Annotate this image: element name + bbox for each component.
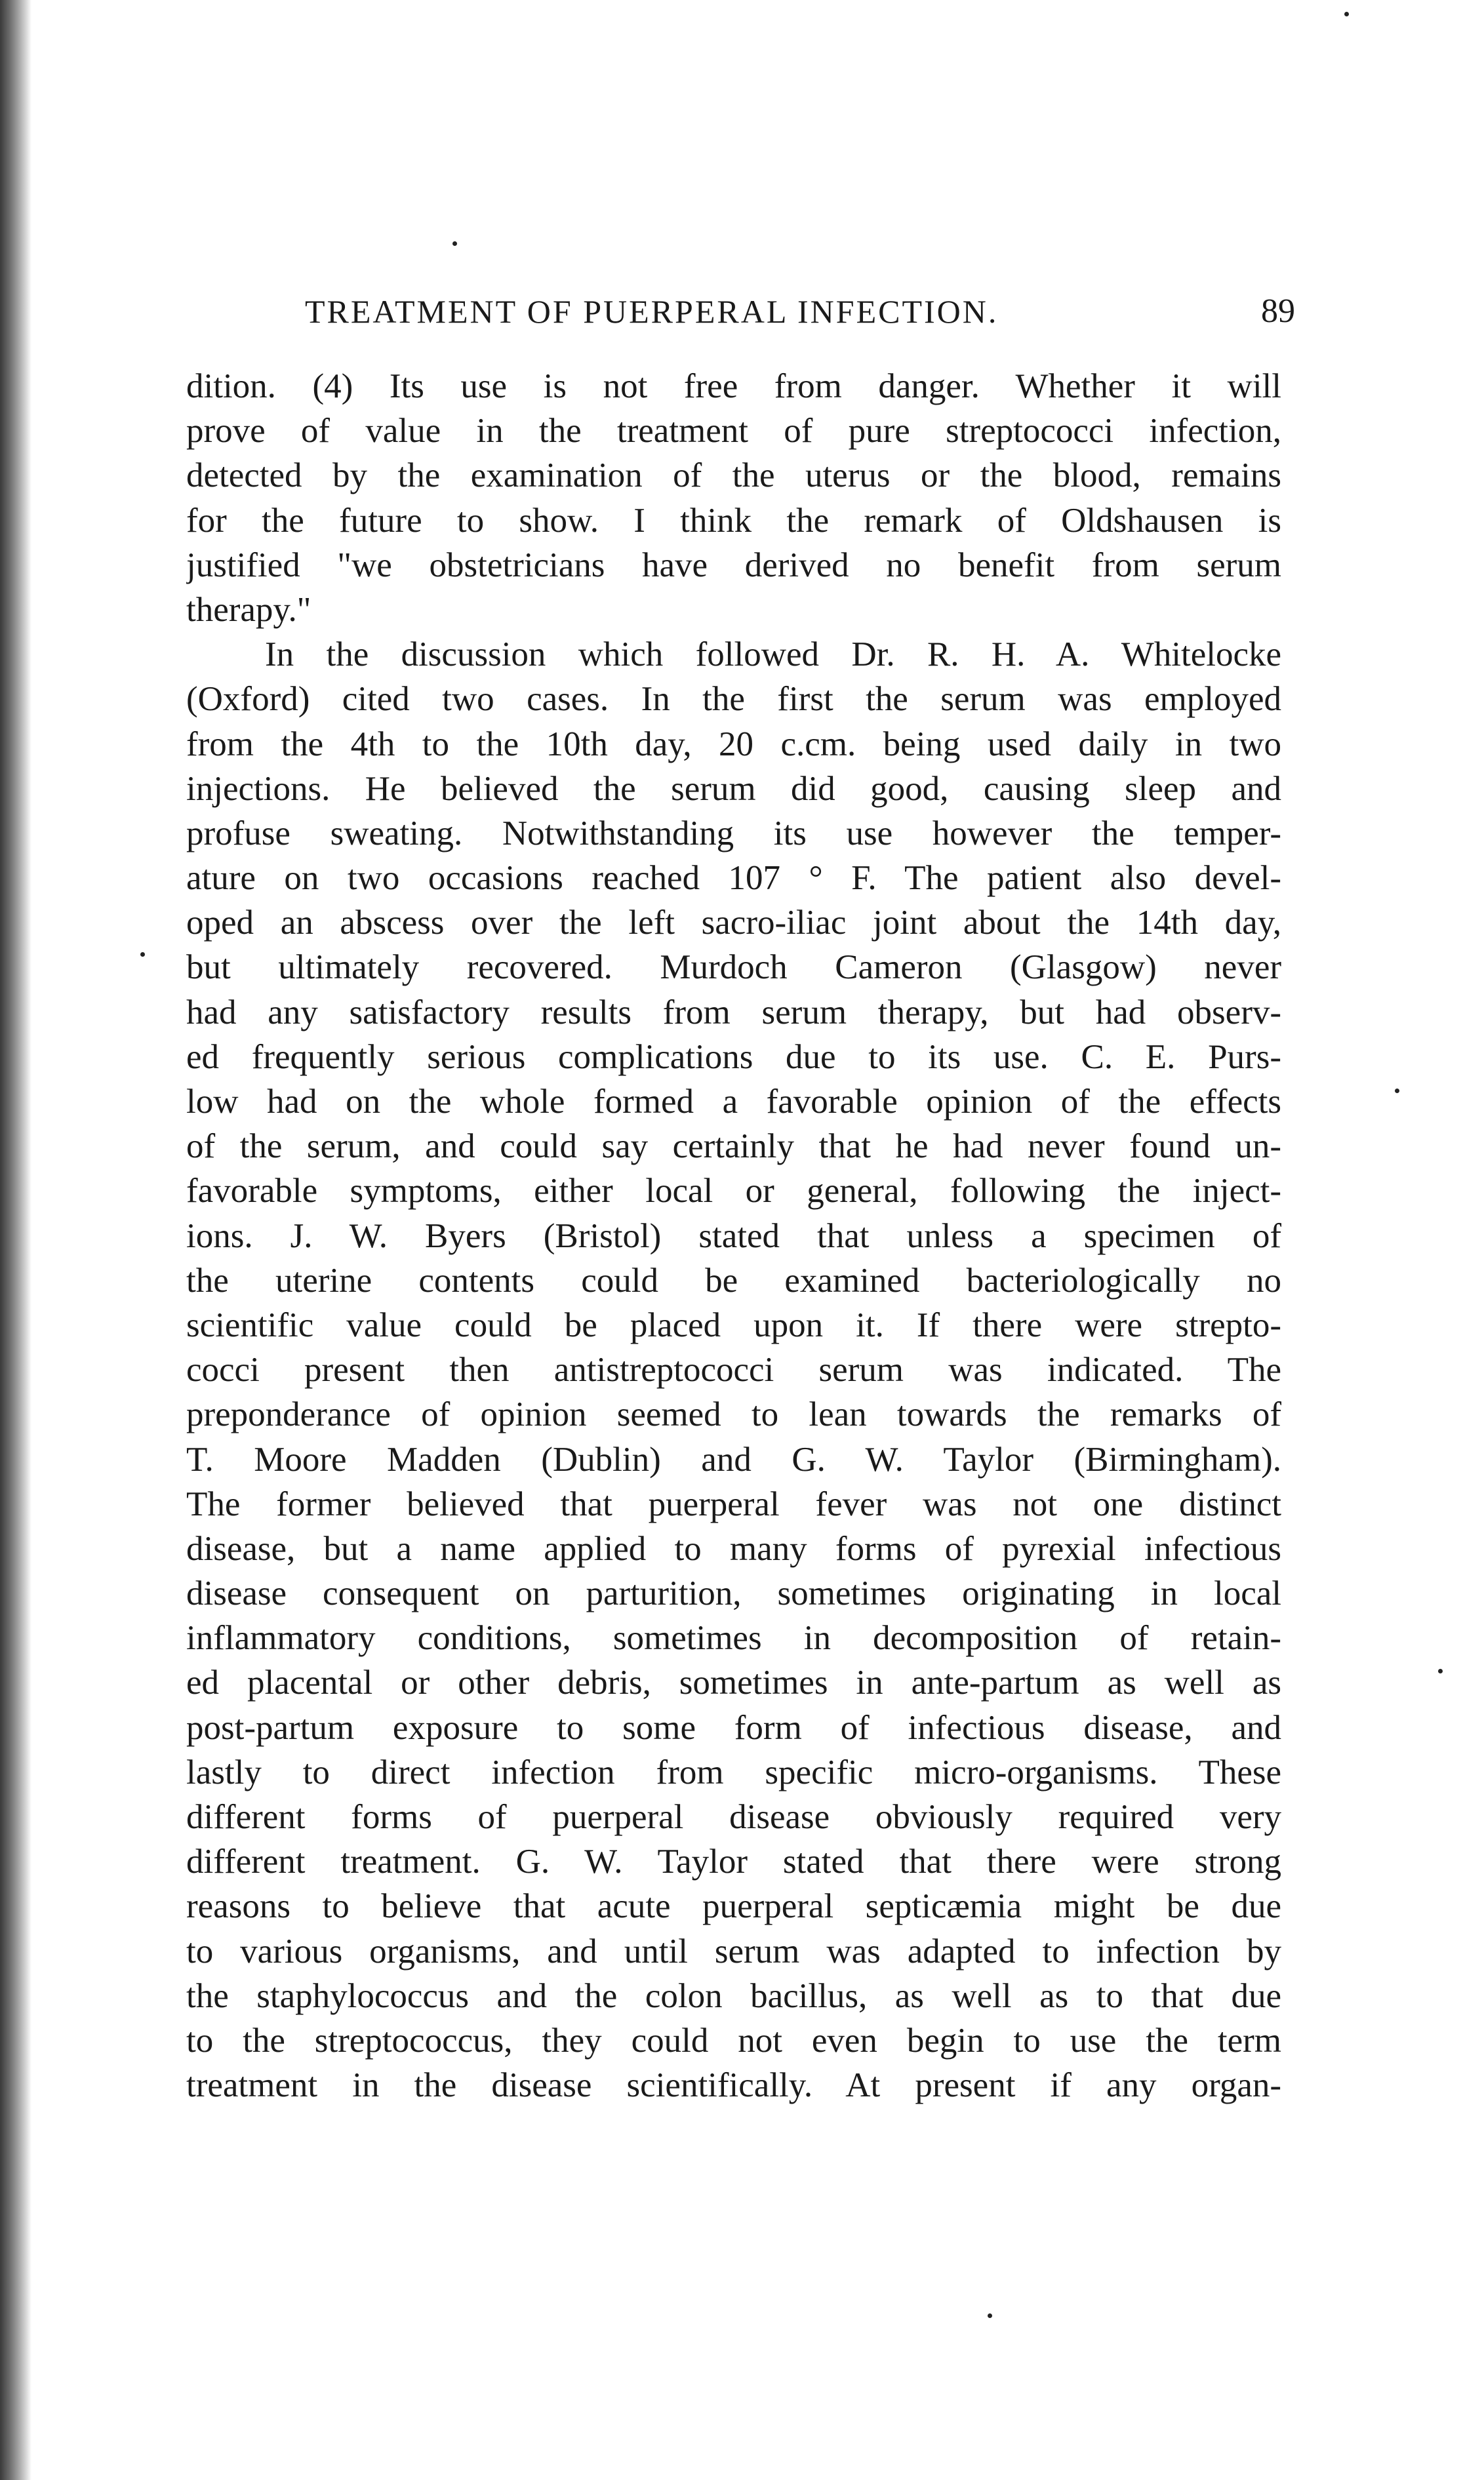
text-line: inflammatory conditions, sometimes in decomposition of retain- <box>186 1619 1281 1658</box>
text-line: lastly to direct infection from specific micro-organisms. These <box>186 1753 1281 1791</box>
text-line: T. Moore Madden (Dublin) and G. W. Taylor (Birmingham). <box>186 1440 1281 1479</box>
scan-speck <box>1395 1089 1399 1093</box>
text-line: injections. He believed the serum did good, causing sleep and <box>186 769 1281 808</box>
text-line: to various organisms, and until serum was adapted to infection by <box>186 1932 1281 1970</box>
text-line: of the serum, and could say certainly that he had never found un- <box>186 1127 1281 1166</box>
page-binding-edge <box>0 0 31 2480</box>
scan-speck <box>1344 12 1349 16</box>
text-line: detected by the examination of the uterus or the blood, remains <box>186 456 1281 495</box>
text-line: treatment in the disease scientifically. At present if any organ- <box>186 2066 1281 2105</box>
text-line: for the future to show. I think the remark of Oldshausen is <box>186 501 1281 540</box>
text-line: different treatment. G. W. Taylor stated that there were strong <box>186 1843 1281 1881</box>
text-line: the staphylococcus and the colon bacillus, as well as to that due <box>186 1976 1281 2015</box>
text-line: low had on the whole formed a favorable opinion of the effects <box>186 1083 1281 1121</box>
text-line: therapy." <box>186 590 311 629</box>
text-line: post-partum exposure to some form of infectious disease, and <box>186 1708 1281 1747</box>
text-line: had any satisfactory results from serum therapy, but had observ- <box>186 993 1281 1031</box>
scan-speck <box>988 2313 992 2318</box>
text-line: oped an abscess over the left sacro-iliac joint about the 14th day, <box>186 904 1281 942</box>
scan-speck <box>452 241 457 246</box>
text-line: different forms of puerperal disease obviously required very <box>186 1798 1281 1836</box>
text-line: cocci present then antistreptococci serum was indicated. The <box>186 1351 1281 1390</box>
scan-speck <box>140 952 145 957</box>
body-text <box>186 364 1281 2161</box>
text-line: (Oxford) cited two cases. In the first the serum was employed <box>186 680 1281 719</box>
text-line: from the 4th to the 10th day, 20 c.cm. being used daily in two <box>186 725 1281 763</box>
text-line: ature on two occasions reached 107 ° F. The patient also devel- <box>186 859 1281 898</box>
page-number: 89 <box>1261 292 1295 330</box>
text-line: ed frequently serious complications due to its use. C. E. Purs- <box>186 1037 1281 1076</box>
text-line: ed placental or other debris, sometimes in ante-partum as well as <box>186 1664 1281 1702</box>
text-line: disease, but a name applied to many forms of pyrexial infectious <box>186 1529 1281 1568</box>
text-line: but ultimately recovered. Murdoch Cameron (Glasgow) never <box>186 948 1281 987</box>
running-title: TREATMENT OF PUERPERAL INFECTION. <box>305 293 999 330</box>
text-line: ions. J. W. Byers (Bristol) stated that unless a specimen of <box>186 1216 1281 1255</box>
text-line: preponderance of opinion seemed to lean towards the remarks of <box>186 1395 1281 1434</box>
page-header <box>305 285 1295 338</box>
text-line: favorable symptoms, either local or general, following the inject- <box>186 1172 1281 1210</box>
text-line: dition. (4) Its use is not free from danger. Whether it will <box>186 367 1281 405</box>
text-line: disease consequent on parturition, sometimes originating in local <box>186 1574 1281 1613</box>
text-line: reasons to believe that acute puerperal septicæmia might be due <box>186 1887 1281 1926</box>
text-line: scientific value could be placed upon it. If there were strepto- <box>186 1306 1281 1344</box>
text-line: prove of value in the treatment of pure streptococci infection, <box>186 412 1281 450</box>
text-line: In the discussion which followed Dr. R. H. A. Whitelocke <box>265 635 1281 674</box>
text-line: profuse sweating. Notwithstanding its use however the temper- <box>186 814 1281 852</box>
text-line: the uterine contents could be examined bacteriologically no <box>186 1261 1281 1300</box>
text-line: The former believed that puerperal fever was not one distinct <box>186 1485 1281 1523</box>
scan-speck <box>1438 1669 1443 1673</box>
text-line: justified "we obstetricians have derived no benefit from serum <box>186 546 1281 584</box>
text-line: to the streptococcus, they could not even begin to use the term <box>186 2021 1281 2060</box>
